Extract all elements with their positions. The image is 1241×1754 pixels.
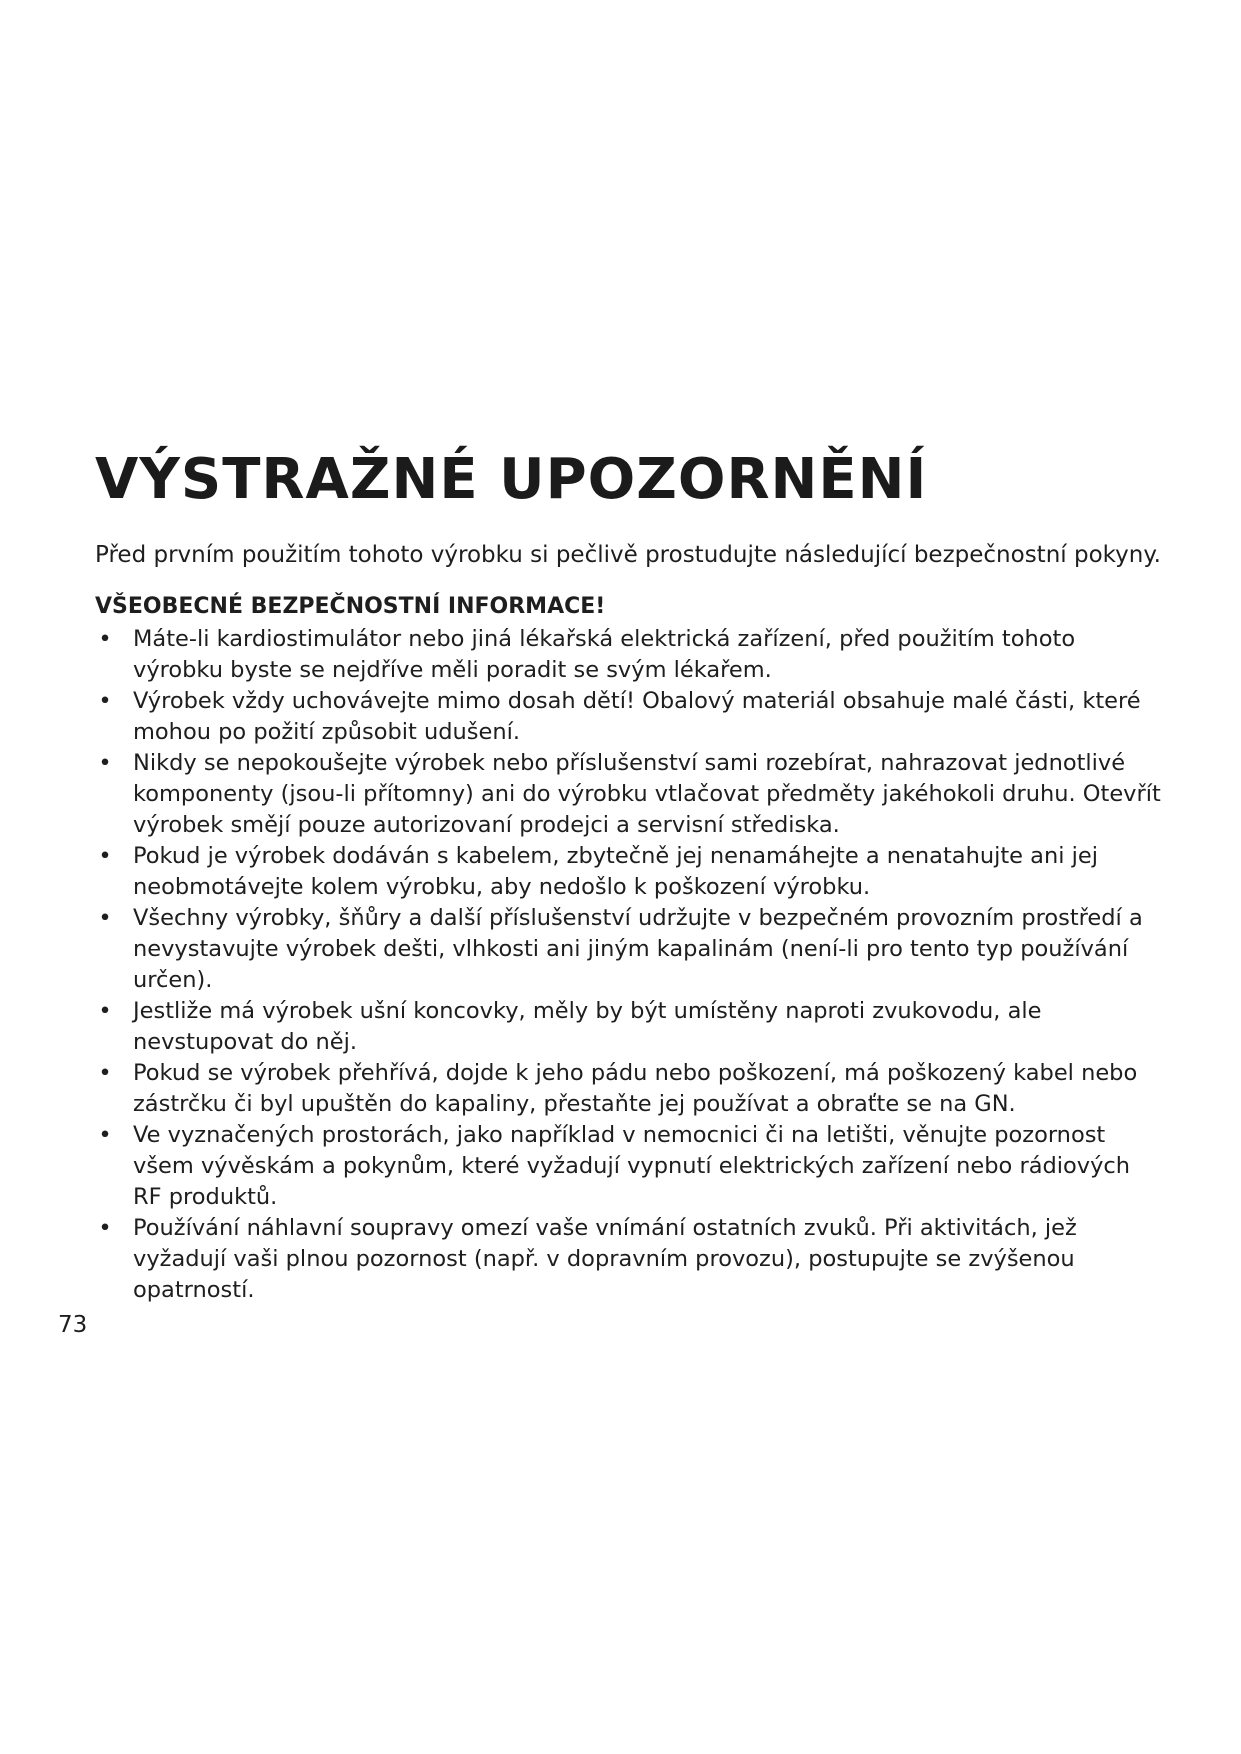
list-item [95,841,1165,903]
list-item [95,624,1165,686]
bullet-icon: • [98,1060,112,1086]
list-item-text: Používání náhlavní soupravy omezí vaše vnímání ostatních zvuků. Při aktivitách, jež vyžadují vaši plnou pozornost (např. v dopravním provozu), postupujte se zvýšenou opatrností. [133,1215,1077,1303]
bullet-icon: • [98,750,112,776]
section-heading: VŠEOBECNÉ BEZPEČNOSTNÍ INFORMACE! [95,594,606,619]
bullet-icon: • [98,905,112,931]
page-title: VÝSTRAŽNÉ UPOZORNĚNÍ [95,447,928,512]
bullet-icon: • [98,688,112,714]
list-item-text: Máte-li kardiostimulátor nebo jiná lékařská elektrická zařízení, před použitím tohoto výrobku byste se nejdříve měli poradit se svým lékařem. [133,626,1076,683]
bullet-icon: • [98,998,112,1024]
list-item [95,1213,1165,1306]
page-number: 73 [58,1312,88,1338]
intro-paragraph: Před prvním použitím tohoto výrobku si pečlivě prostudujte následující bezpečnostní pokyny. [95,542,1161,568]
list-item-text: Pokud se výrobek přehřívá, dojde k jeho pádu nebo poškození, má poškozený kabel nebo zástrčku či byl upuštěn do kapaliny, přestaňte jej používat a obraťte se na GN. [133,1060,1138,1117]
list-item-text: Ve vyznačených prostorách, jako například v nemocnici či na letišti, věnujte pozornost všem vývěskám a pokynům, které vyžadují vypnutí elektrických zařízení nebo rádiových RF produktů. [133,1122,1131,1210]
list-item-text: Výrobek vždy uchovávejte mimo dosah dětí! Obalový materiál obsahuje malé části, které mohou po požití způsobit udušení. [133,688,1141,745]
list-item-text: Všechny výrobky, šňůry a další příslušenství udržujte v bezpečném provozním prostředí a nevystavujte výrobek dešti, vlhkosti ani jiným kapalinám (není-li pro tento typ používání určen). [133,905,1143,993]
list-item-text: Nikdy se nepokoušejte výrobek nebo příslušenství sami rozebírat, nahrazovat jednotlivé komponenty (jsou-li přítomny) ani do výrobku vtlačovat předměty jakéhokoli druhu. Otevřít výrobek smějí pouze autorizovaní prodejci a servisní střediska. [133,750,1161,838]
list-item [95,686,1165,748]
bullet-icon: • [98,1122,112,1148]
bullet-icon: • [98,1215,112,1241]
bullet-icon: • [98,626,112,652]
list-item [95,1120,1165,1213]
list-item [95,1058,1165,1120]
safety-list [95,624,1165,1306]
list-item [95,903,1165,996]
page-content [95,440,1165,1306]
list-item [95,748,1165,841]
list-item-text: Jestliže má výrobek ušní koncovky, měly by být umístěny naproti zvukovodu, ale nevstupovat do něj. [133,998,1042,1055]
list-item-text: Pokud je výrobek dodáván s kabelem, zbytečně jej nenamáhejte a nenatahujte ani jej neobmotávejte kolem výrobku, aby nedošlo k poškození výrobku. [133,843,1098,900]
bullet-icon: • [98,843,112,869]
list-item [95,996,1165,1058]
